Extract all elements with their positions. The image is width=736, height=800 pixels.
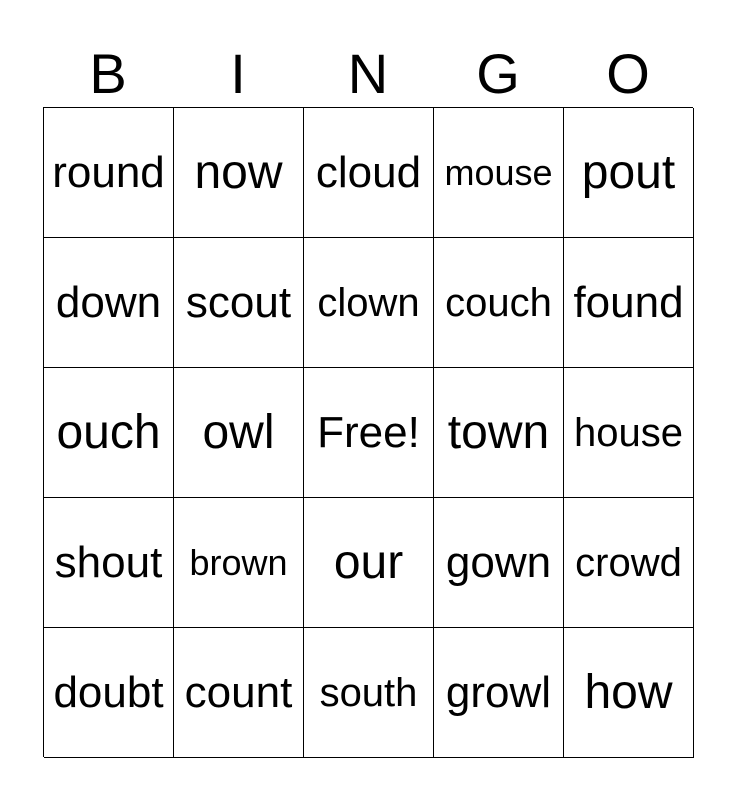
bingo-cell: how: [564, 628, 694, 758]
header-letter-o: O: [606, 42, 650, 105]
bingo-cell: south: [304, 628, 434, 758]
bingo-cell: found: [564, 238, 694, 368]
bingo-cell: scout: [174, 238, 304, 368]
bingo-cell: shout: [44, 498, 174, 628]
bingo-cell: growl: [434, 628, 564, 758]
header-letter-i: I: [230, 42, 246, 105]
bingo-cell: down: [44, 238, 174, 368]
header-letter-b: B: [89, 42, 127, 105]
bingo-cell: house: [564, 368, 694, 498]
bingo-cell: mouse: [434, 108, 564, 238]
header-letter-g: G: [476, 42, 520, 105]
bingo-cell: crowd: [564, 498, 694, 628]
bingo-board: [43, 107, 693, 757]
bingo-cell: pout: [564, 108, 694, 238]
bingo-cell: owl: [174, 368, 304, 498]
bingo-cell: our: [304, 498, 434, 628]
bingo-cell: brown: [174, 498, 304, 628]
bingo-cell: couch: [434, 238, 564, 368]
bingo-cell: round: [44, 108, 174, 238]
free-space-cell: Free!: [304, 368, 434, 498]
bingo-cell: count: [174, 628, 304, 758]
bingo-cell: town: [434, 368, 564, 498]
bingo-cell: ouch: [44, 368, 174, 498]
bingo-cell: now: [174, 108, 304, 238]
bingo-cell: clown: [304, 238, 434, 368]
bingo-cell: doubt: [44, 628, 174, 758]
header-letter-n: N: [347, 42, 389, 105]
bingo-cell: cloud: [304, 108, 434, 238]
bingo-cell: gown: [434, 498, 564, 628]
bingo-header: [43, 44, 693, 104]
